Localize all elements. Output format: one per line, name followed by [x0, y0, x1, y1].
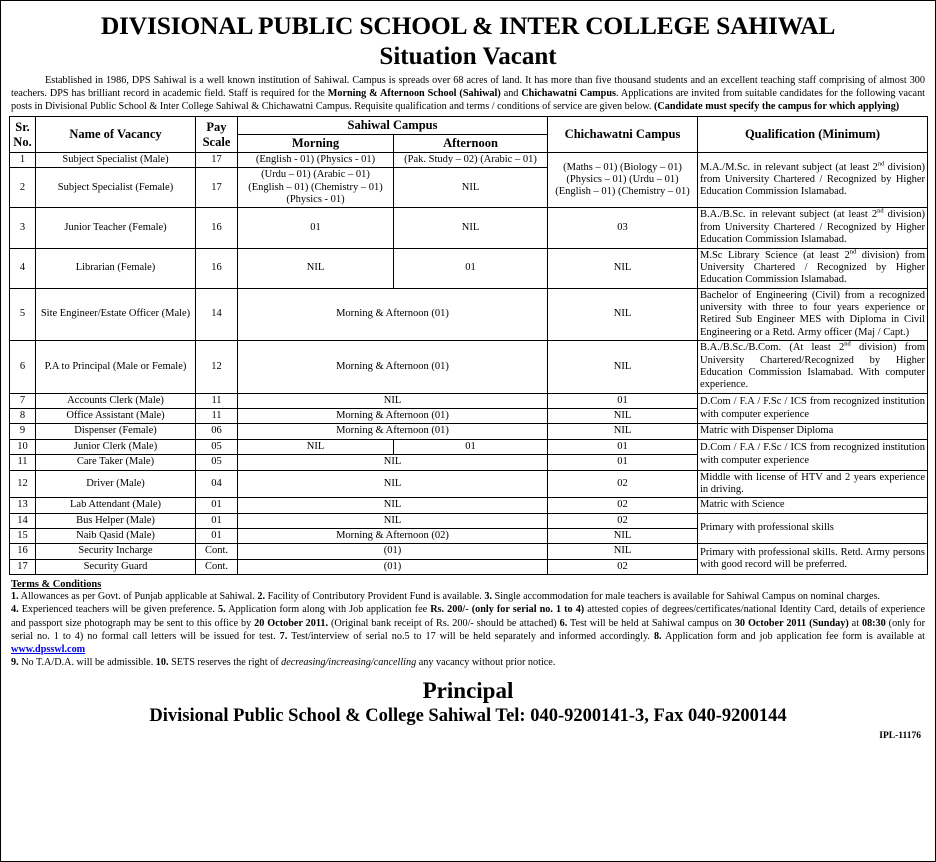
row-pay-scale: 11 [196, 409, 238, 424]
intro-bold-1: Morning & Afternoon School (Sahiwal) [327, 88, 501, 100]
term-num-5: 5. [218, 604, 226, 616]
page-subtitle: Situation Vacant [379, 42, 557, 70]
row-vacancy-name: Care Taker (Male) [36, 455, 196, 470]
term-text-9: No T.A/D.A. will be admissible. [18, 657, 156, 669]
row-sahiwal-both-shifts: NIL [238, 498, 548, 513]
terms-heading: Terms & Conditions [11, 579, 102, 591]
row-chichawatni: 03 [548, 208, 698, 248]
term-num-7: 7. [279, 630, 288, 642]
row-serial-number: 4 [10, 248, 36, 288]
row-serial-number: 9 [10, 424, 36, 439]
row-sahiwal-both-shifts: Morning & Afternoon (01) [238, 409, 548, 424]
term-text-6d: no formal call letters will be issued for test. [83, 630, 280, 642]
row-qualification: B.A./B.Sc./B.Com. (At least 2nd division) from University Chartered/Recognized by Higher Education Commission Islamabad. With computer experience. [698, 341, 928, 394]
vacancy-table [9, 116, 928, 575]
col-header-pay-scale [196, 117, 238, 153]
row-pay-scale: 04 [196, 470, 238, 498]
row-chichawatni: 02 [548, 513, 698, 528]
row-qualification: Matric with Dispenser Diploma [698, 424, 928, 439]
row-sahiwal-both-shifts: Morning & Afternoon (02) [238, 529, 548, 544]
row-vacancy-name: Driver (Male) [36, 470, 196, 498]
row-sahiwal-afternoon: NIL [394, 168, 548, 208]
table-row [10, 341, 928, 394]
row-serial-number: 10 [10, 439, 36, 454]
row-vacancy-name: Lab Attendant (Male) [36, 498, 196, 513]
row-pay-scale: 12 [196, 341, 238, 394]
row-chichawatni: 01 [548, 455, 698, 470]
row-serial-number: 5 [10, 288, 36, 341]
row-pay-scale: 05 [196, 455, 238, 470]
row-pay-scale: 17 [196, 152, 238, 167]
row-vacancy-name: Junior Clerk (Male) [36, 439, 196, 454]
row-pay-scale: 06 [196, 424, 238, 439]
row-pay-scale: 05 [196, 439, 238, 454]
row-serial-number: 1 [10, 152, 36, 167]
col-header-chichawatni-campus: Chichawatni Campus [548, 117, 698, 153]
table-row [10, 513, 928, 528]
row-chichawatni: 02 [548, 498, 698, 513]
term-num-8: 8. [653, 630, 662, 642]
row-sahiwal-afternoon: (Pak. Study – 02) (Arabic – 01) [394, 152, 548, 167]
table-row [10, 439, 928, 454]
sr-no-line1: Sr. [15, 119, 30, 134]
row-serial-number: 16 [10, 544, 36, 559]
row-serial-number: 7 [10, 393, 36, 408]
row-chichawatni: NIL [548, 529, 698, 544]
intro-text-1: Established in 1986, DPS Sahiwal is a well known institution of Sahiwal. Campus is spreads over 68 acres of land. It has more than five thousand students and an excellent teaching staff comprising of almost 300 teachers. DPS has brilliant record in academic field. Staff is required for the [11, 75, 925, 100]
term-num-10: 10. [155, 657, 169, 669]
row-serial-number: 15 [10, 529, 36, 544]
term-text-3: Single accommodation for male teachers is available for Sahiwal Campus on nominal charges. [492, 591, 880, 603]
row-vacancy-name: Junior Teacher (Female) [36, 208, 196, 248]
row-qualification: Bachelor of Engineering (Civil) from a recognized university with three to four years experience or Retired Sub Engineer MES with Diploma in Civil Engineering or a Retd. Army officer (Maj / Capt.) [698, 288, 928, 341]
row-pay-scale: 17 [196, 168, 238, 208]
row-pay-scale: Cont. [196, 559, 238, 574]
table-row [10, 470, 928, 498]
intro-text-2: and [500, 88, 522, 100]
row-serial-number: 13 [10, 498, 36, 513]
term-num-1: 1. [11, 591, 19, 603]
term-text-5a: Application form along with Job application fee [225, 604, 431, 616]
term-text-10b: any vacancy without prior notice. [416, 657, 556, 669]
intro-bold-2: Chichawatni Campus [521, 88, 616, 100]
table-row [10, 498, 928, 513]
row-vacancy-name: Subject Specialist (Female) [36, 168, 196, 208]
row-qualification: B.A./B.Sc. in relevant subject (at least 2nd division) from University Chartered / Recognized by Higher Education Commission Islamabad. [698, 208, 928, 248]
row-pay-scale: 16 [196, 248, 238, 288]
row-sahiwal-both-shifts: (01) [238, 544, 548, 559]
row-sahiwal-afternoon: NIL [394, 208, 548, 248]
row-vacancy-name: P.A to Principal (Male or Female) [36, 341, 196, 394]
footer-contact: Divisional Public School & College Sahiwal Tel: 040-9200141-3, Fax 040-9200144 [149, 705, 787, 726]
term-text-10-italic: decreasing/increasing/cancelling [281, 657, 417, 669]
row-sahiwal-afternoon: 01 [394, 439, 548, 454]
terms-line-3 [11, 656, 925, 669]
row-pay-scale: 11 [196, 393, 238, 408]
row-vacancy-name: Security Incharge [36, 544, 196, 559]
term-text-5b: attested copies of degrees/certificates/national Identity Card, details of experience and passport size photograph may be sent to this office by [11, 604, 925, 629]
term-text-2: Facility of Contributory Provident Fund is available. [265, 591, 485, 603]
row-chichawatni: 02 [548, 470, 698, 498]
term-text-6a: Test will be held at Sahiwal campus on [567, 617, 735, 629]
row-vacancy-name: Dispenser (Female) [36, 424, 196, 439]
row-vacancy-name: Bus Helper (Male) [36, 513, 196, 528]
col-header-afternoon: Afternoon [394, 135, 548, 153]
term-text-10a: SETS reserves the right of [168, 657, 282, 669]
row-sahiwal-both-shifts: Morning & Afternoon (01) [238, 424, 548, 439]
term-text-6b: at [848, 617, 862, 629]
term-num-4: 4. [11, 604, 19, 616]
term-num-3: 3. [484, 591, 492, 603]
row-serial-number: 11 [10, 455, 36, 470]
intro-text-3: . Applications are invited from suitable candidates for the following vacant posts in Divisional Public School & Inter College Sahiwal & Chichawatni Campus. Requisite qualification and terms / conditions of service are given below. [11, 88, 925, 113]
row-qualification: Primary with professional skills. Retd. Army persons with good record will be preferred. [698, 544, 928, 575]
row-vacancy-name: Accounts Clerk (Male) [36, 393, 196, 408]
col-header-qualification: Qualification (Minimum) [698, 117, 928, 153]
term-num-6: 6. [559, 617, 568, 629]
col-header-sr-no [10, 117, 36, 153]
row-vacancy-name: Site Engineer/Estate Officer (Male) [36, 288, 196, 341]
website-link[interactable]: www.dpsswl.com [11, 644, 86, 656]
row-serial-number: 8 [10, 409, 36, 424]
pay-scale-line2: Scale [202, 134, 231, 149]
col-header-sahiwal-campus: Sahiwal Campus [238, 117, 548, 135]
table-row [10, 152, 928, 167]
intro-paragraph [11, 74, 925, 113]
table-row [10, 288, 928, 341]
col-header-morning: Morning [238, 135, 394, 153]
row-sahiwal-afternoon: 01 [394, 248, 548, 288]
terms-line-1 [11, 590, 925, 603]
row-pay-scale: 01 [196, 513, 238, 528]
row-sahiwal-both-shifts: NIL [238, 393, 548, 408]
row-sahiwal-both-shifts: Morning & Afternoon (01) [238, 288, 548, 341]
row-chichawatni: NIL [548, 341, 698, 394]
row-chichawatni: 01 [548, 393, 698, 408]
term-num-2: 2. [257, 591, 266, 603]
term-fee: Rs. 200/- (only for serial no. 1 to 4) [430, 604, 585, 616]
row-chichawatni: (Maths – 01) (Biology – 01) (Physics – 01) (Urdu – 01) (English – 01) (Chemistry – 01) [548, 152, 698, 208]
row-serial-number: 12 [10, 470, 36, 498]
row-sahiwal-both-shifts: NIL [238, 513, 548, 528]
table-body [10, 152, 928, 574]
term-text-8: Application form and job application fee form is available at [661, 630, 925, 642]
row-qualification: M.Sc Library Science (at least 2nd division) from University Chartered / Recognized by Higher Education Commission Islamabad. [698, 248, 928, 288]
row-chichawatni: 02 [548, 559, 698, 574]
row-qualification: Middle with license of HTV and 2 years experience in driving. [698, 470, 928, 498]
row-pay-scale: 14 [196, 288, 238, 341]
row-sahiwal-both-shifts: NIL [238, 455, 548, 470]
terms-line-2 [11, 603, 925, 656]
row-serial-number: 6 [10, 341, 36, 394]
row-chichawatni: 01 [548, 439, 698, 454]
page-title: DIVISIONAL PUBLIC SCHOOL & INTER COLLEGE SAHIWAL [100, 11, 836, 40]
row-chichawatni: NIL [548, 424, 698, 439]
advertisement-code: IPL-11176 [879, 730, 921, 741]
table-row [10, 208, 928, 248]
row-pay-scale: 16 [196, 208, 238, 248]
row-sahiwal-both-shifts: Morning & Afternoon (01) [238, 341, 548, 394]
row-chichawatni: NIL [548, 544, 698, 559]
row-vacancy-name: Naib Qasid (Male) [36, 529, 196, 544]
signatory-title: Principal [422, 677, 514, 703]
term-text-7: Test/interview of serial no.5 to 17 will be held separately and informed accordingly. [287, 630, 654, 642]
row-sahiwal-morning: (Urdu – 01) (Arabic – 01) (English – 01) (Chemistry – 01) (Physics - 01) [238, 168, 394, 208]
term-text-6c: (only for serial no. 1 to 4) [11, 617, 926, 642]
row-sahiwal-both-shifts: NIL [238, 470, 548, 498]
term-text-1: Allowances as per Govt. of Punjab applicable at Sahiwal. [18, 591, 258, 603]
row-qualification: D.Com / F.A / F.Sc / ICS from recognized institution with computer experience [698, 393, 928, 424]
row-qualification: Primary with professional skills [698, 513, 928, 544]
row-qualification: D.Com / F.A / F.Sc / ICS from recognized institution with computer experience [698, 439, 928, 470]
row-pay-scale: 01 [196, 529, 238, 544]
row-vacancy-name: Office Assistant (Male) [36, 409, 196, 424]
row-serial-number: 3 [10, 208, 36, 248]
row-qualification: Matric with Science [698, 498, 928, 513]
term-num-9: 9. [11, 657, 19, 669]
row-chichawatni: NIL [548, 409, 698, 424]
table-header-row-1 [10, 117, 928, 135]
table-row [10, 544, 928, 559]
table-header [10, 117, 928, 153]
row-pay-scale: Cont. [196, 544, 238, 559]
table-row [10, 248, 928, 288]
row-vacancy-name: Security Guard [36, 559, 196, 574]
row-sahiwal-morning: (English - 01) (Physics - 01) [238, 152, 394, 167]
row-serial-number: 17 [10, 559, 36, 574]
row-vacancy-name: Subject Specialist (Male) [36, 152, 196, 167]
row-sahiwal-morning: NIL [238, 439, 394, 454]
term-text-4: Experienced teachers will be given preference. [18, 604, 219, 616]
sr-no-line2: No. [13, 134, 32, 149]
term-test-time: 08:30 [861, 617, 886, 629]
col-header-name-of-vacancy: Name of Vacancy [36, 117, 196, 153]
intro-bold-3: (Candidate must specify the campus for which applying) [654, 101, 900, 113]
term-test-date: 30 October 2011 (Sunday) [734, 617, 849, 629]
term-deadline-date: 20 October 2011. [254, 617, 329, 629]
row-sahiwal-morning: 01 [238, 208, 394, 248]
row-vacancy-name: Librarian (Female) [36, 248, 196, 288]
table-row [10, 424, 928, 439]
row-chichawatni: NIL [548, 248, 698, 288]
row-qualification: M.A./M.Sc. in relevant subject (at least 2nd division) from University Chartered / Recognized by Higher Education Commission Islamabad. [698, 152, 928, 208]
table-row [10, 393, 928, 408]
row-chichawatni: NIL [548, 288, 698, 341]
pay-scale-line1: Pay [206, 119, 227, 134]
row-pay-scale: 01 [196, 498, 238, 513]
row-sahiwal-both-shifts: (01) [238, 559, 548, 574]
term-text-5c: (Original bank receipt of Rs. 200/- should be attached) [328, 617, 560, 629]
row-serial-number: 14 [10, 513, 36, 528]
row-serial-number: 2 [10, 168, 36, 208]
row-sahiwal-morning: NIL [238, 248, 394, 288]
